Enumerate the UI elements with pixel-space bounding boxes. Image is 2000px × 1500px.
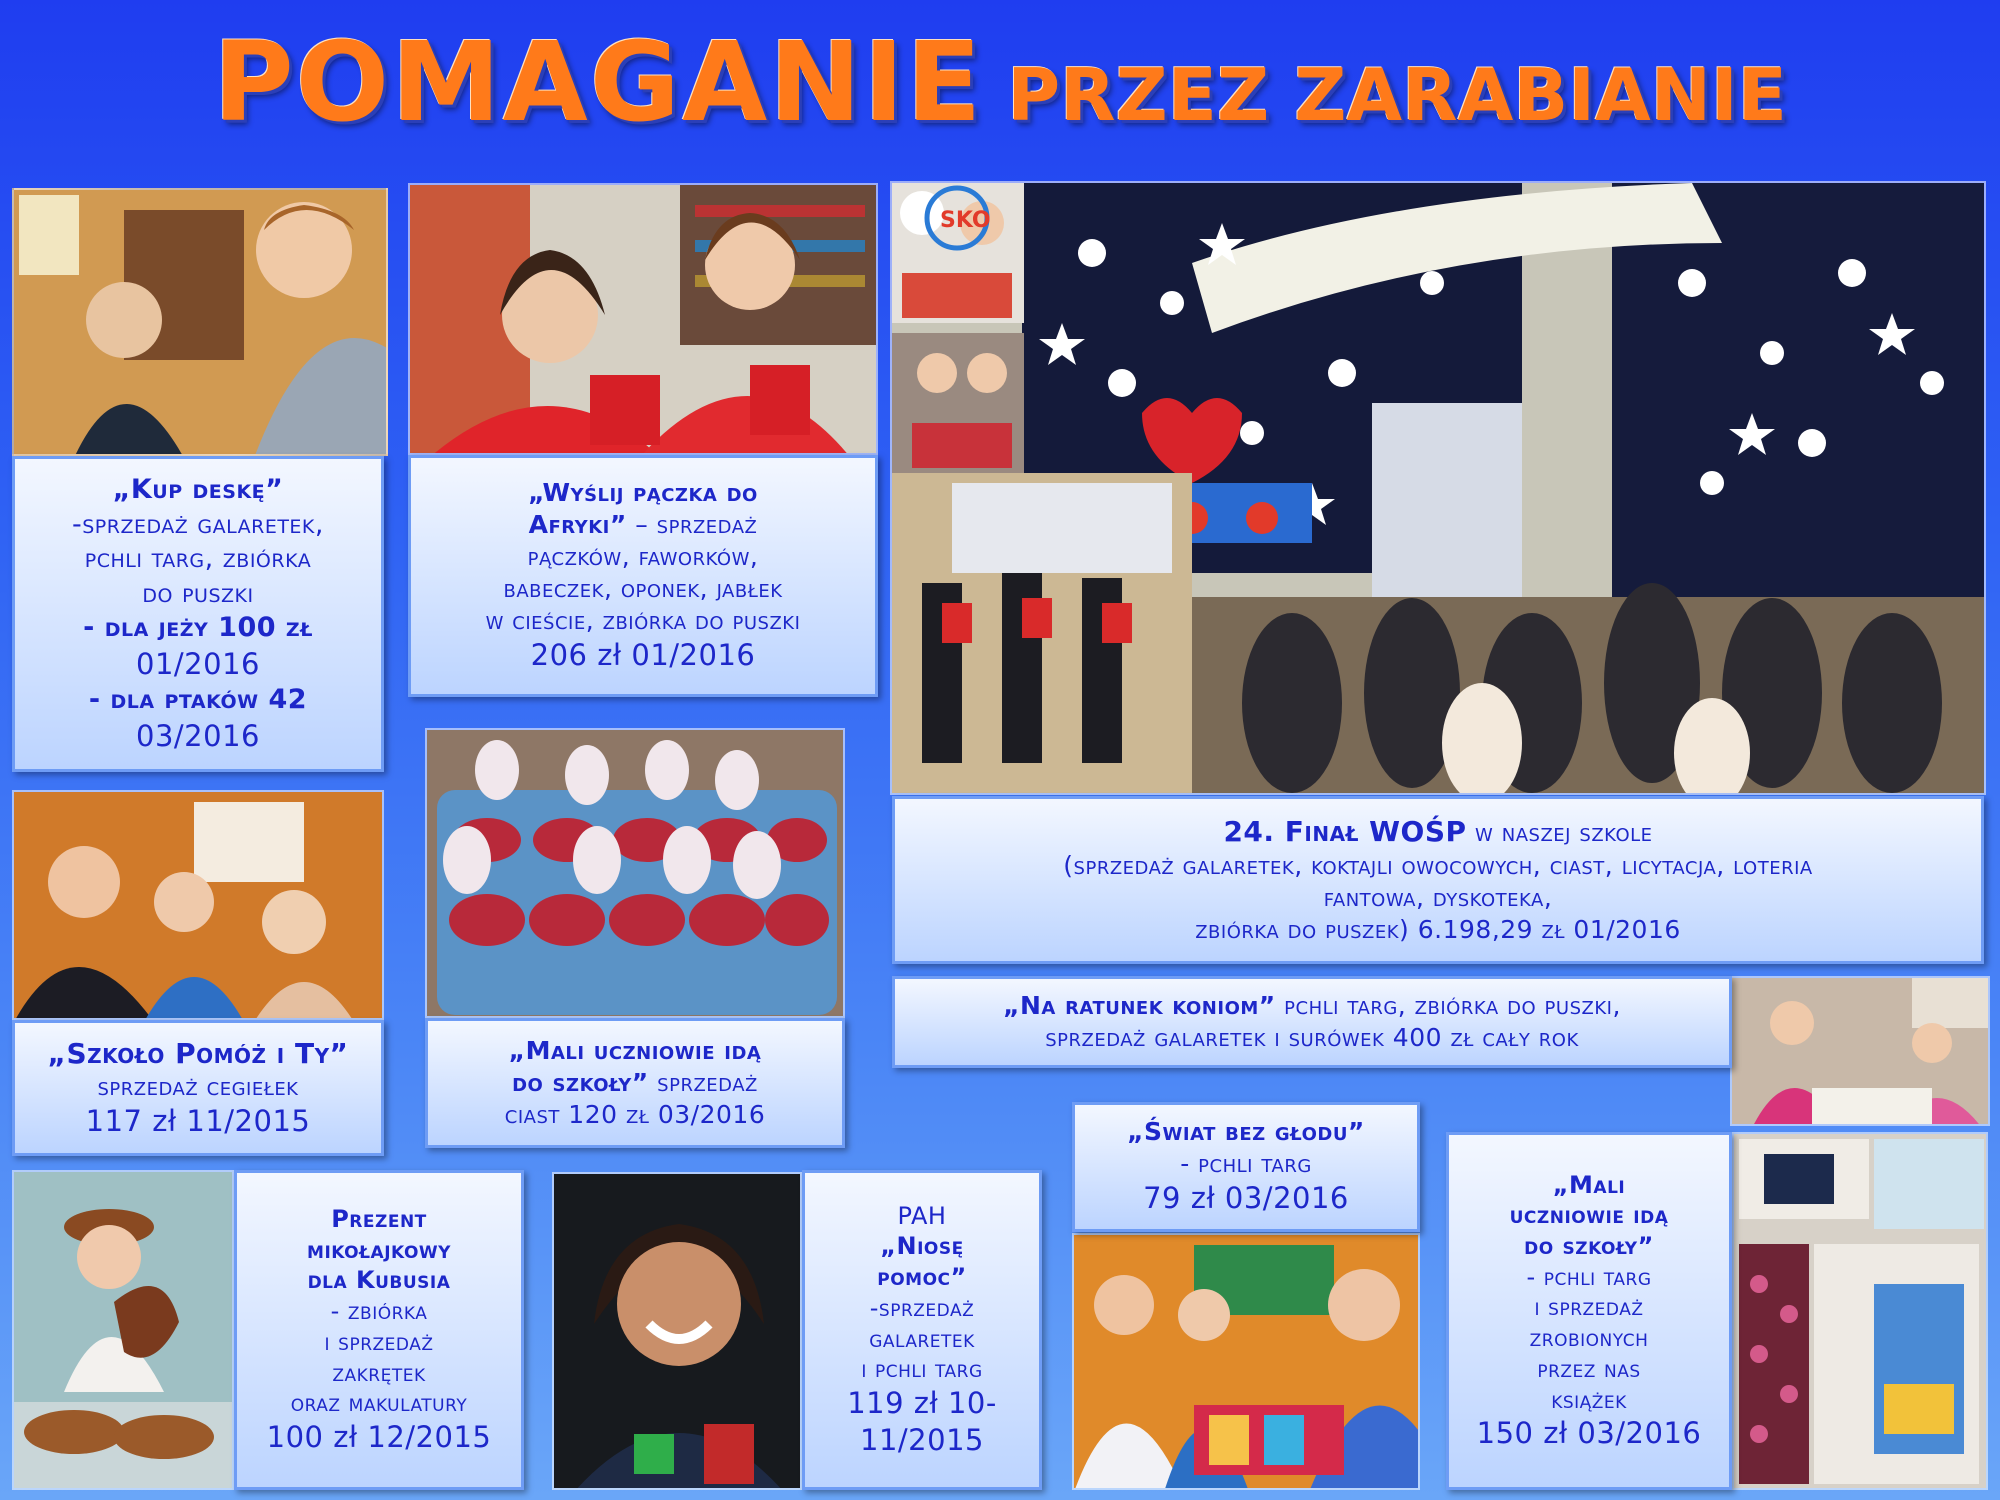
card-kubus-line: - zbiórka (330, 1297, 428, 1326)
photo-smiling-girl-art (554, 1174, 802, 1490)
card-mali-2-title: uczniowie idą (1509, 1201, 1669, 1230)
title-main: POMAGANIE (213, 18, 984, 146)
card-mali-1-line: sprzedaż (648, 1068, 758, 1097)
card-swiat-line: 79 zł 03/2016 (1143, 1181, 1349, 1216)
card-kup-deske-line: 01/2016 (136, 646, 260, 681)
card-kup-deske-line: - dla jeży 100 zł (83, 612, 313, 644)
card-mali-2-line: - pchli targ (1526, 1262, 1652, 1291)
card-mali-2-line: 150 zł 03/2016 (1476, 1416, 1702, 1451)
card-mali-2-line: i sprzedaż (1534, 1293, 1644, 1322)
card-pah (802, 1170, 1042, 1490)
card-mali-2-title: do szkoły” (1524, 1232, 1654, 1260)
card-wosp-line: w naszej szkole (1466, 818, 1653, 848)
photo-sos-girls (408, 183, 878, 455)
card-mali-1-title: do szkoły” (512, 1068, 649, 1097)
card-kup-deske-line: - dla ptaków 42 (88, 684, 308, 716)
card-pah-line: 11/2015 (860, 1423, 984, 1458)
card-paczek-line: – sprzedaż (626, 510, 758, 540)
card-mali-1-line: ciast 120 zł 03/2016 (504, 1100, 766, 1129)
card-kup-deske-title: „Kup deskę” (112, 474, 284, 506)
title-sub: PRZEZ ZARABIANIE (1007, 53, 1787, 137)
card-pah-line: -sprzedaż (869, 1293, 975, 1322)
card-pah-title: „Niosę (880, 1232, 964, 1261)
card-swiat-title: „Świat bez głodu” (1127, 1117, 1365, 1147)
card-paczek (408, 455, 878, 697)
card-pah-line: galaretek (869, 1324, 975, 1353)
card-paczek-line: 206 zł 01/2016 (530, 638, 756, 673)
card-szkolo-line: sprzedaż cegiełek (97, 1072, 299, 1102)
photo-sos-girls-art (410, 185, 878, 455)
card-mali-2-line: książek (1551, 1385, 1627, 1414)
photo-kids-drawing (1072, 1233, 1420, 1490)
photo-girls-table (1730, 976, 1990, 1126)
card-wosp (892, 796, 1984, 964)
card-pah-line: 119 zł 10- (847, 1386, 997, 1421)
photo-kid-hat-art (14, 1172, 234, 1490)
card-szkolo-title: „Szkoło Pomóż i Ty” (47, 1036, 349, 1070)
photo-smiling-girl (552, 1172, 802, 1490)
photo-cupcakes-art (427, 730, 845, 1018)
card-mali-2 (1446, 1132, 1732, 1490)
card-koniom-title: „Na ratunek koniom” (1003, 991, 1276, 1020)
photo-books-art (1734, 1134, 1988, 1490)
card-wosp-line: fantowa, dyskoteka, (1323, 882, 1553, 912)
photo-girls-table-art (1732, 978, 1990, 1126)
page-title (0, 18, 2000, 146)
card-szkolo-line: 117 zł 11/2015 (85, 1104, 311, 1139)
card-pah-line: PAH (897, 1201, 947, 1230)
card-mali-2-title: „Mali (1552, 1170, 1626, 1199)
card-kubus (234, 1170, 524, 1490)
card-kubus-title: mikołajkowy (307, 1235, 451, 1264)
photo-wosp-hall-art (892, 183, 1986, 795)
photo-kids-drawing-art (1074, 1235, 1420, 1490)
card-paczek-line: w cieście, zbiórka do puszki (485, 606, 801, 636)
card-swiat-line: - pchli targ (1180, 1149, 1312, 1179)
card-pah-line: i pchli targ (861, 1355, 983, 1384)
card-mali-2-line: przez nas (1537, 1354, 1641, 1383)
photo-kids-packing-art (14, 792, 384, 1020)
sko-logo-text: SKO (940, 208, 991, 233)
card-kubus-title: dla Kubusia (307, 1266, 451, 1295)
card-wosp-title: 24. Finał WOŚP (1223, 815, 1467, 849)
card-wosp-line: zbiórka do puszek) 6.198,29 zł 01/2016 (1195, 914, 1681, 944)
photo-wosp-hall (890, 181, 1986, 795)
card-kubus-title: Prezent (331, 1204, 427, 1233)
card-paczek-line: babeczek, oponek, jabłek (503, 574, 783, 604)
card-koniom (892, 976, 1732, 1068)
card-koniom-line: sprzedaż galaretek i surówek 400 zł cały rok (1045, 1023, 1579, 1052)
card-kubus-line: zakrętek (332, 1358, 426, 1387)
card-paczek-title: „Wyślij pączka do (528, 478, 758, 508)
card-kubus-line: i sprzedaż (324, 1327, 434, 1356)
photo-cupcakes (425, 728, 845, 1018)
card-kubus-line: 100 zł 12/2015 (266, 1419, 492, 1454)
card-kup-deske (12, 456, 384, 772)
photo-books (1732, 1132, 1988, 1490)
card-kup-deske-line: do puszki (142, 577, 254, 609)
card-koniom-line: pchli targ, zbiórka do puszki, (1275, 991, 1621, 1020)
card-wosp-line: (sprzedaż galaretek, koktajli owocowych, ciast, licytacja, loteria (1063, 850, 1813, 880)
card-kup-deske-line: 03/2016 (136, 718, 260, 753)
card-mali-2-line: zrobionych (1529, 1324, 1649, 1353)
card-kup-deske-line: pchli targ, zbiórka (84, 543, 312, 575)
photo-kids-classroom-art (14, 190, 388, 456)
card-swiat (1072, 1102, 1420, 1232)
photo-kids-packing (12, 790, 384, 1020)
photo-kids-classroom (12, 188, 388, 456)
card-paczek-line: pączków, faworków, (527, 542, 759, 572)
card-mali-1 (425, 1018, 845, 1148)
card-kup-deske-line: -sprzedaż galaretek, (72, 508, 324, 540)
photo-kid-hat (12, 1170, 234, 1490)
card-paczek-title: Afryki” (528, 510, 627, 540)
card-kubus-line: oraz makulatury (290, 1389, 468, 1418)
card-pah-title: pomoc” (877, 1263, 967, 1292)
card-szkolo (12, 1020, 384, 1156)
card-mali-1-title: „Mali uczniowie idą (508, 1036, 762, 1065)
